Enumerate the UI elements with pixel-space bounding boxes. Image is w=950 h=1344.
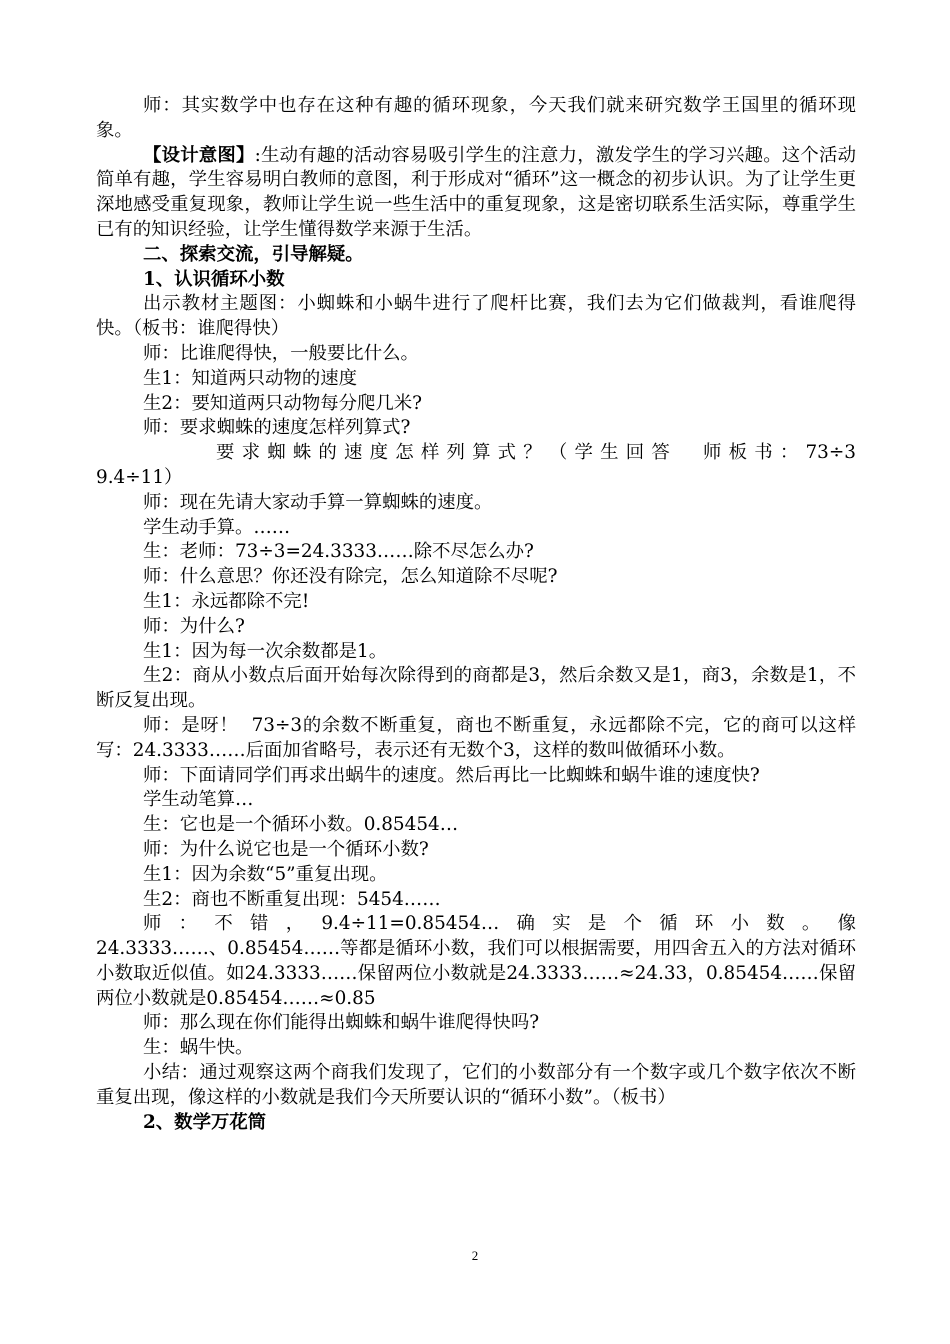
paragraph: 师：其实数学中也存在这种有趣的循环现象，今天我们就来研究数学王国里的循环现象。: [96, 95, 856, 141]
dialogue-line: 学生动笔算…: [143, 789, 254, 811]
dialogue-line: 要求蜘蛛的速度怎样列算式？（学生回答 师板书：73÷3: [216, 442, 856, 464]
dialogue-line: 师：下面请同学们再求出蜗牛的速度。然后再比一比蜘蛛和蜗牛谁的速度快?: [143, 764, 760, 786]
dialogue-line: 生：它也是一个循环小数。0.85454…: [143, 814, 459, 836]
dialogue-line-continued: 24.3333……、0.85454……等都是循环小数，我们可以根据需要，用四舍五入的方法对循环小数取近似值。如24.3333……保留两位小数就是24.3333……≈24.33，0.85454……保留两位小数就是0.85454……≈0.85: [96, 938, 856, 1009]
document-page: [96, 94, 856, 1135]
dialogue-line: 师：什么意思？你还没有除完，怎么知道除不尽呢?: [143, 566, 558, 588]
dialogue-line: 生1：因为每一次余数都是1。: [143, 640, 388, 662]
dialogue-line: 生2：商从小数点后面开始每次除得到的商都是3，然后余数又是1，商3，余数是1，不断反复出现。: [96, 665, 856, 712]
subsection-heading: 2、数学万花筒: [143, 1111, 267, 1133]
dialogue-line: 师：那么现在你们能得出蜘蛛和蜗牛谁爬得快吗?: [143, 1012, 540, 1034]
design-intent-paragraph: [96, 144, 856, 243]
dialogue-line: 生1：因为余数“5”重复出现。: [143, 863, 388, 885]
dialogue-line: 生：蜗牛快。: [143, 1037, 254, 1059]
dialogue-line: 生：老师：73÷3=24.3333……除不尽怎么办?: [143, 541, 534, 563]
dialogue-line: 师：比谁爬得快，一般要比什么。: [143, 342, 419, 364]
dialogue-line: 生1：永远都除不完!: [143, 590, 310, 612]
dialogue-line: 生2：商也不断重复出现：5454……: [143, 888, 441, 910]
dialogue-line: 师：不错，9.4÷11=0.85454…确实是个循环小数。像: [143, 913, 856, 935]
dialogue-line: 师：为什么说它也是一个循环小数?: [143, 838, 429, 860]
design-intent-text: :生动有趣的活动容易吸引学生的注意力，激发学生的学习兴趣。这个活动简单有趣，学生容易明白教师的意图，利于形成对“循环”这一概念的初步认识。为了让学生更深地感受重复现象，教师让学生说一些生活中的重复现象，这是密切联系生活实际，尊重学生已有的知识经验，让学生懂得数学来源于生活。: [96, 144, 856, 240]
dialogue-line: 学生动手算。……: [143, 516, 291, 538]
dialogue-line: 师：要求蜘蛛的速度怎样列算式?: [143, 417, 411, 439]
dialogue-line: 师：现在先请大家动手算一算蜘蛛的速度。: [143, 491, 493, 513]
dialogue-line-continued: 9.4÷11）: [96, 466, 183, 488]
subsection-heading: 1、认识循环小数: [143, 268, 285, 290]
design-intent-label: 【设计意图】: [143, 144, 255, 166]
dialogue-line: 生2：要知道两只动物每分爬几米?: [143, 392, 423, 414]
page-number: 2: [471, 1248, 479, 1263]
section-heading: 二、探索交流，引导解疑。: [143, 243, 364, 265]
dialogue-line: 师：为什么?: [143, 615, 245, 637]
summary-paragraph: 小结：通过观察这两个商我们发现了，它们的小数部分有一个数字或几个数字依次不断重复出现，像这样的小数就是我们今天所要认识的“循环小数”。（板书）: [96, 1062, 856, 1108]
dialogue-line: 生1：知道两只动物的速度: [143, 367, 357, 389]
paragraph: 出示教材主题图：小蜘蛛和小蜗牛进行了爬杆比赛，我们去为它们做裁判，看谁爬得快。（板书：谁爬得快）: [96, 293, 856, 340]
dialogue-line: 师：是呀！ 73÷3的余数不断重复，商也不断重复，永远都除不完，它的商可以这样写：24.3333……后面加省略号，表示还有无数个3，这样的数叫做循环小数。: [96, 714, 856, 761]
